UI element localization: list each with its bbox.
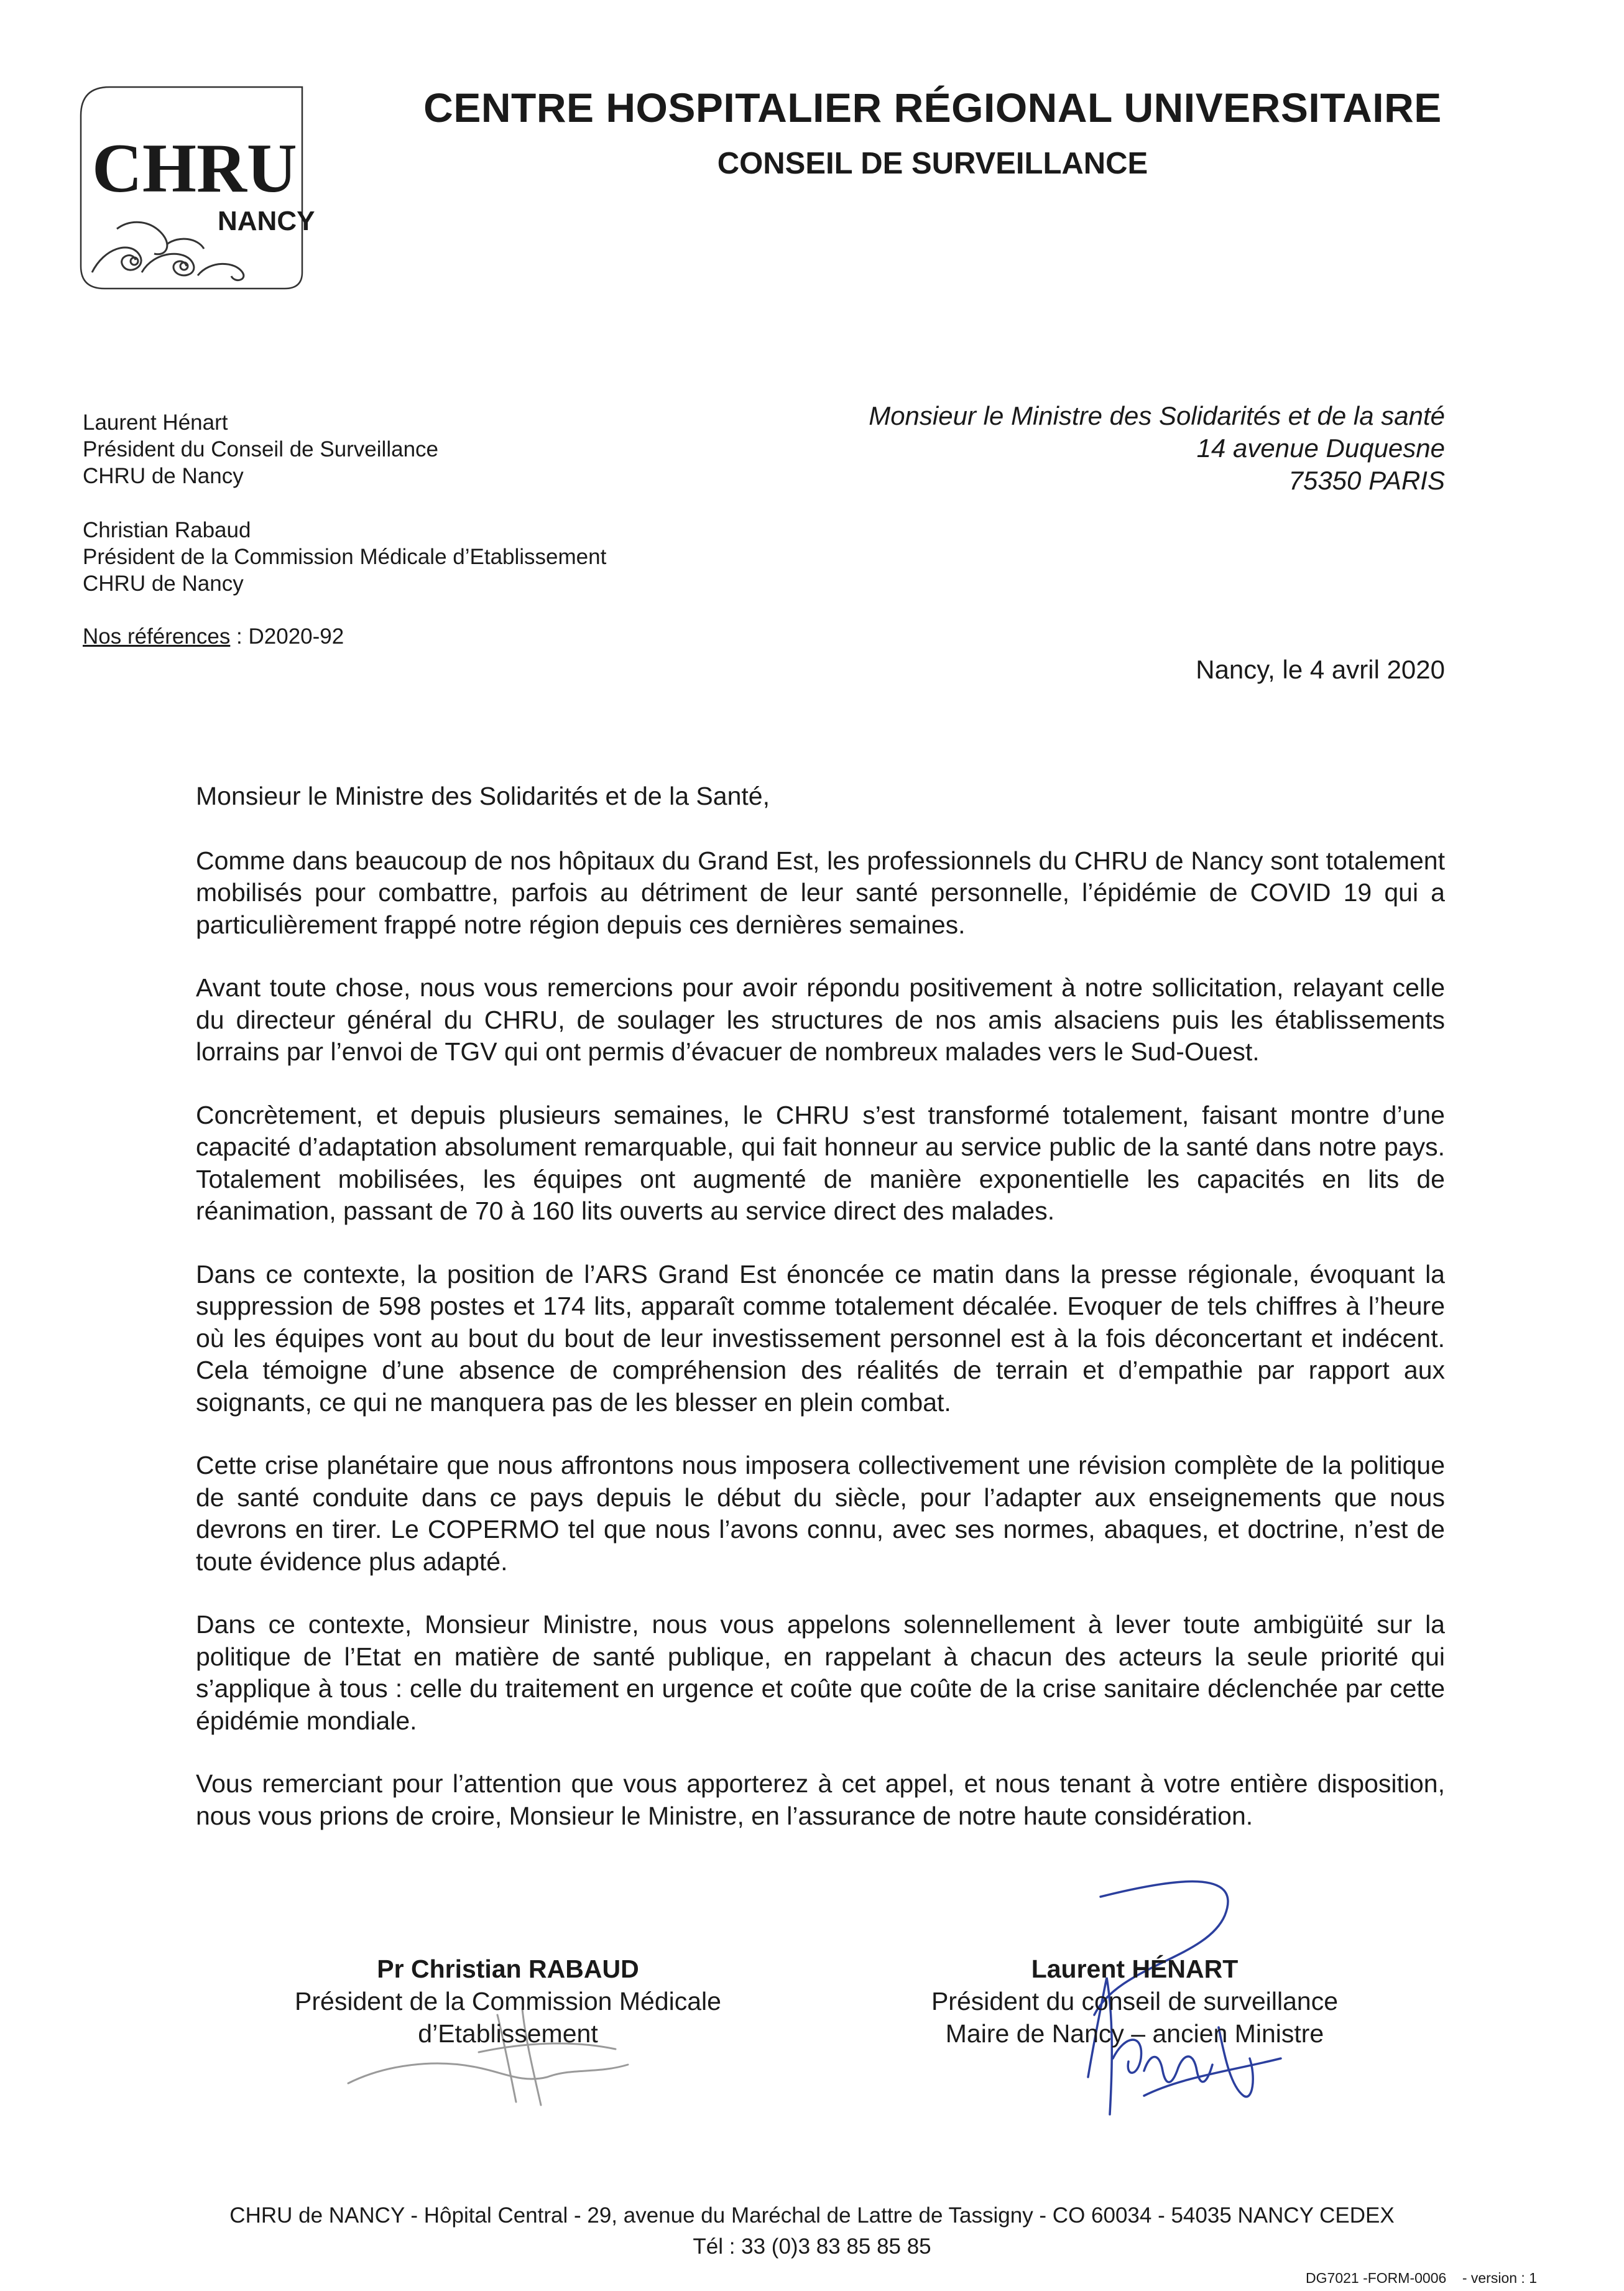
recipient-line: 14 avenue Duquesne — [1196, 433, 1445, 463]
sender-role: Président du Conseil de Surveillance — [83, 437, 438, 461]
sender-org: CHRU de Nancy — [83, 572, 244, 596]
recipient-line: Monsieur le Ministre des Solidarités et de la santé — [869, 401, 1445, 430]
sender-role: Président de la Commission Médicale d’Etablissement — [83, 545, 607, 569]
logo-main-text: CHRU — [92, 130, 297, 207]
references-label: Nos références — [83, 624, 231, 649]
header-title: CENTRE HOSPITALIER RÉGIONAL UNIVERSITAIRE — [423, 85, 1442, 131]
recipient-block — [869, 400, 1445, 497]
body-paragraph: Avant toute chose, nous vous remercions pour avoir répondu positivement à notre sollicitation, relayant celle du directeur général du CHRU, de soulager les structures de nos amis alsaciens puis les établissements lorrains par l’envoi de TGV qui ont permis d’évacuer de nombreux malades vers le Sud-Ouest. — [196, 973, 1445, 1066]
references-line — [83, 624, 344, 649]
signatory-name: Pr Christian RABAUD — [377, 1955, 639, 1983]
sender-name: Christian Rabaud — [83, 518, 251, 542]
body-paragraph: Vous remerciant pour l’attention que vous apporterez à cet appel, et nous tenant à votre entière disposition, nous vous prions de croire, Monsieur le Ministre, en l’assurance de notre haute considération. — [196, 1769, 1445, 1830]
form-reference: DG7021 -FORM-0006 - version : 1 — [1306, 2270, 1537, 2286]
signatory-name: Laurent HÉNART — [1031, 1955, 1239, 1983]
signatory-title: Président du conseil de surveillance — [931, 1987, 1339, 2016]
body-paragraph: Concrètement, et depuis plusieurs semaines, le CHRU s’est transformé totalement, faisant montre d’une capacité d’adaptation absolument remarquable, qui fait honneur au service public de la santé dans notre pays. Totalement mobilisées, les équipes ont augmenté de manière exponentielle les capacités en lits de réanimation, passant de 70 à 160 lits ouverts au service direct des malades. — [196, 1100, 1445, 1225]
sender-block — [83, 517, 606, 597]
date-line: Nancy, le 4 avril 2020 — [1196, 655, 1445, 684]
signatory-title: Président de la Commission Médicale — [295, 1987, 721, 2016]
sender-name: Laurent Hénart — [83, 410, 228, 435]
body-paragraph: Cette crise planétaire que nous affrontons nous imposera collectivement une révision complète de la politique de santé conduite dans ce pays depuis le début du siècle, pour l’adapter aux enseignements que nous devrons en tirer. Le COPERMO tel que nous l’avons connu, avec ses normes, abaques, et doctrine, n’est de toute évidence plus adapté. — [196, 1451, 1445, 1576]
chru-logo — [80, 86, 315, 290]
body-paragraph: Dans ce contexte, Monsieur Ministre, nous vous appelons solennellement à lever toute ambigüité sur la politique de l’Etat en matière de santé publique, en rappelant à chacun des acteurs la seule priorité qui s’applique à tous : celle du traitement en urgence et coûte que coûte de la crise sanitaire déclenchée par cette épidémie mondiale. — [196, 1610, 1445, 1735]
salutation: Monsieur le Ministre des Solidarités et de la Santé, — [196, 782, 770, 810]
signatory-title: d’Etablissement — [418, 2019, 598, 2048]
body-paragraph: Dans ce contexte, la position de l’ARS Grand Est énoncée ce matin dans la presse régionale, évoquant la suppression de 598 postes et 174 lits, apparaît comme totalement décalée. Evoquer de tels chiffres à l’heure où les équipes vont au bout du bout de leur investissement personnel est à la fois déconcertant et indécent. Cela témoigne d’une absence de compréhension des réalités de terrain et d’empathie par rapport aux soignants, ce qui ne manquera pas de les blesser en plein combat. — [196, 1259, 1445, 1417]
logo-sub-text: NANCY — [218, 206, 315, 236]
header-subtitle: CONSEIL DE SURVEILLANCE — [717, 147, 1148, 180]
footer-phone: Tél : 33 (0)3 83 85 85 85 — [693, 2234, 931, 2259]
recipient-line: 75350 PARIS — [1288, 466, 1445, 495]
references-value: : D2020-92 — [230, 624, 344, 649]
signature-block-henart — [855, 1953, 1414, 2050]
signatory-title: Maire de Nancy – ancien Ministre — [945, 2019, 1324, 2048]
letter-body — [196, 780, 1445, 1863]
signature-block-rabaud — [228, 1953, 788, 2050]
sender-org: CHRU de Nancy — [83, 464, 244, 488]
body-paragraph: Comme dans beaucoup de nos hôpitaux du Grand Est, les professionnels du CHRU de Nancy sont totalement mobilisés pour combattre, parfois au détriment de leur santé personnelle, l’épidémie de COVID 19 qui a particulièrement frappé notre région depuis ces dernières semaines. — [196, 846, 1445, 939]
footer-address: CHRU de NANCY - Hôpital Central - 29, avenue du Maréchal de Lattre de Tassigny - CO 60034 - 54035 NANCY CEDEX — [229, 2203, 1395, 2228]
sender-block — [83, 409, 438, 489]
